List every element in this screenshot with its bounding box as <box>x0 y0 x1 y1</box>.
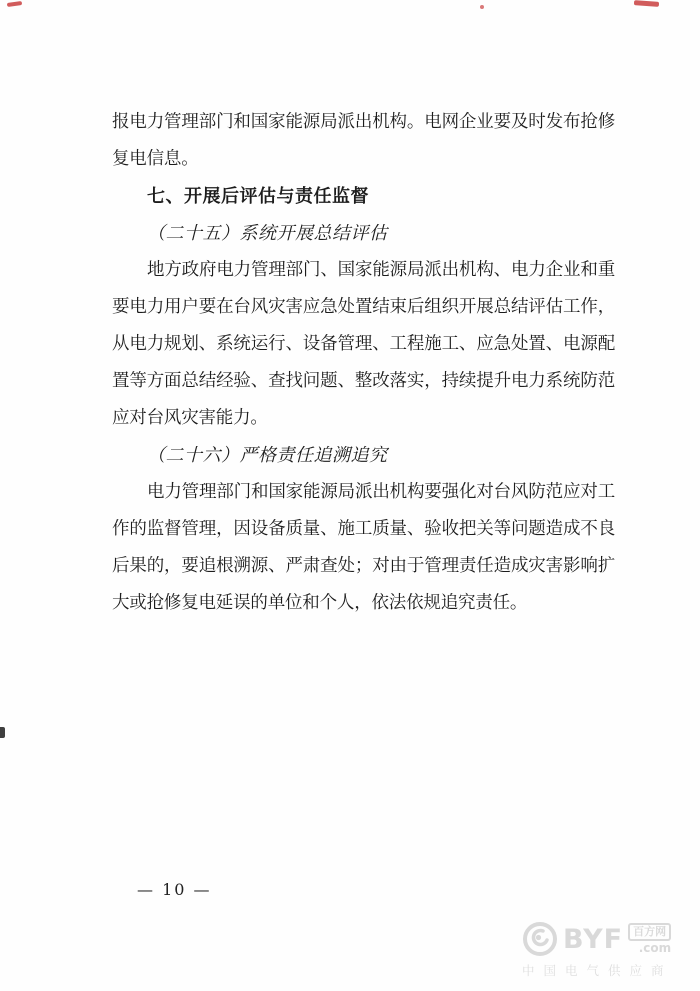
watermark-brand-text: BYF <box>563 923 624 955</box>
text-line: 大或抢修复电延误的单位和个人，依法依规追究责任。 <box>112 593 528 613</box>
watermark-brand-row <box>522 921 686 957</box>
text-line: 复电信息。 <box>112 149 199 169</box>
scan-artifact-red-speck <box>480 5 484 9</box>
text-line: 报电力管理部门和国家能源局派出机构。电网企业要及时发布抢修 <box>112 112 615 132</box>
text-line: （二十六）严格责任追溯追究 <box>147 445 388 466</box>
text-line: （二十五）系统开展总结评估 <box>147 223 388 244</box>
watermark <box>522 921 686 979</box>
text-line: 置等方面总结经验、查找问题、整改落实，持续提升电力系统防范 <box>112 371 615 391</box>
scan-artifact-dark-left-edge <box>0 727 5 738</box>
text-line: 后果的，要追根溯源、严肃查处；对由于管理责任造成灾害影响扩 <box>112 556 615 576</box>
scan-artifact-red-top-left <box>7 1 22 7</box>
text-line: 从电力规划、系统运行、设备管理、工程施工、应急处置、电源配 <box>112 334 615 354</box>
text-line: 地方政府电力管理部门、国家能源局派出机构、电力企业和重 <box>147 260 615 280</box>
document-body <box>112 104 615 622</box>
text-line: 应对台风灾害能力。 <box>112 408 268 428</box>
watermark-brand-side <box>628 923 671 954</box>
page-number: — 10 — <box>137 880 212 899</box>
byf-swirl-circle-icon <box>522 921 558 957</box>
watermark-domain-suffix: .com <box>638 940 672 955</box>
watermark-tagline: 中国电气供应商 <box>522 963 673 978</box>
text-line: 电力管理部门和国家能源局派出机构要强化对台风防范应对工 <box>147 482 615 502</box>
scan-artifact-red-top-right <box>634 0 659 7</box>
text-line: 要电力用户要在台风灾害应急处置结束后组织开展总结评估工作， <box>112 297 615 317</box>
watermark-badge: 百方网 <box>628 923 671 940</box>
text-line: 作的监督管理，因设备质量、施工质量、验收把关等问题造成不良 <box>112 519 615 539</box>
text-line: 七、开展后评估与责任监督 <box>147 186 369 207</box>
